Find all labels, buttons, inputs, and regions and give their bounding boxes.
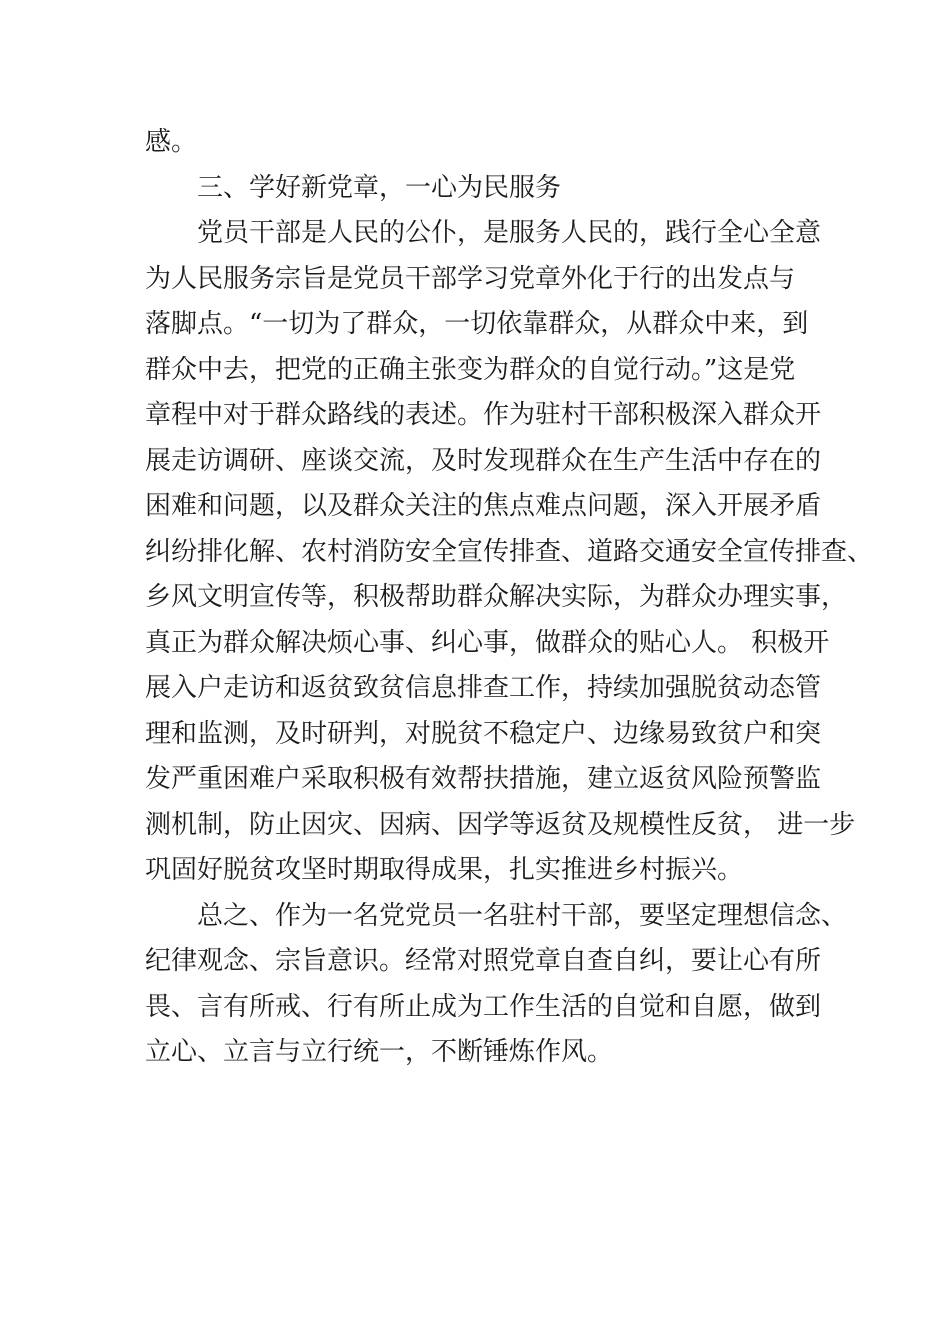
text-line: 章程中对于群众路线的表述。作为驻村干部积极深入群众开 [145, 400, 822, 430]
text-line: 畏、言有所戒、行有所止成为工作生活的自觉和自愿，做到 [145, 991, 822, 1022]
text-line: 理和监测，及时研判，对脱贫不稳定户、边缘易致贫户和突 [145, 718, 822, 749]
text-line: 落脚点。“一切为了群众，一切依靠群众，从群众中来，到 [145, 309, 809, 339]
document-body [145, 120, 874, 1076]
text-line: 展入户走访和返贫致贫信息排查工作，持续加强脱贫动态管 [145, 673, 822, 703]
text-line: 展走访调研、座谈交流，及时发现群众在生产生活中存在的 [145, 445, 822, 476]
text-line: 巩固好脱贫攻坚时期取得成果，扎实推进乡村振兴。 [145, 855, 744, 885]
text-line: 真正为群众解决烦心事、纠心事，做群众的贴心人。 积极开 [145, 627, 830, 658]
text-line: 发严重困难户采取积极有效帮扶措施，建立返贫风险预警监 [145, 764, 822, 794]
text-line: 纠纷排化解、农村消防安全宣传排查、道路交通安全宣传排查、 [145, 536, 874, 567]
text-line: 群众中去，把党的正确主张变为群众的自觉行动。”这是党 [145, 354, 796, 385]
text-line: 立心、立言与立行统一，不断锤炼作风。 [145, 1037, 614, 1067]
text-line: 为人民服务宗旨是党员干部学习党章外化于行的出发点与 [145, 263, 796, 294]
text-line: 三、学好新党章，一心为民服务 [197, 172, 562, 203]
text-line: 纪律观念、宗旨意识。经常对照党章自查自纠，要让心有所 [145, 946, 822, 976]
text-line: 总之、作为一名党党员一名驻村干部，要坚定理想信念、 [197, 900, 848, 931]
text-line: 感。 [145, 127, 198, 157]
text-line: 困难和问题，以及群众关注的焦点难点问题，深入开展矛盾 [145, 491, 822, 521]
text-line: 党员干部是人民的公仆，是服务人民的，践行全心全意 [197, 218, 822, 248]
text-line: 乡风文明宣传等，积极帮助群众解决实际，为群众办理实事， [145, 582, 848, 612]
text-line: 测机制，防止因灾、因病、因学等返贫及规模性反贫， 进一步 [145, 809, 856, 840]
